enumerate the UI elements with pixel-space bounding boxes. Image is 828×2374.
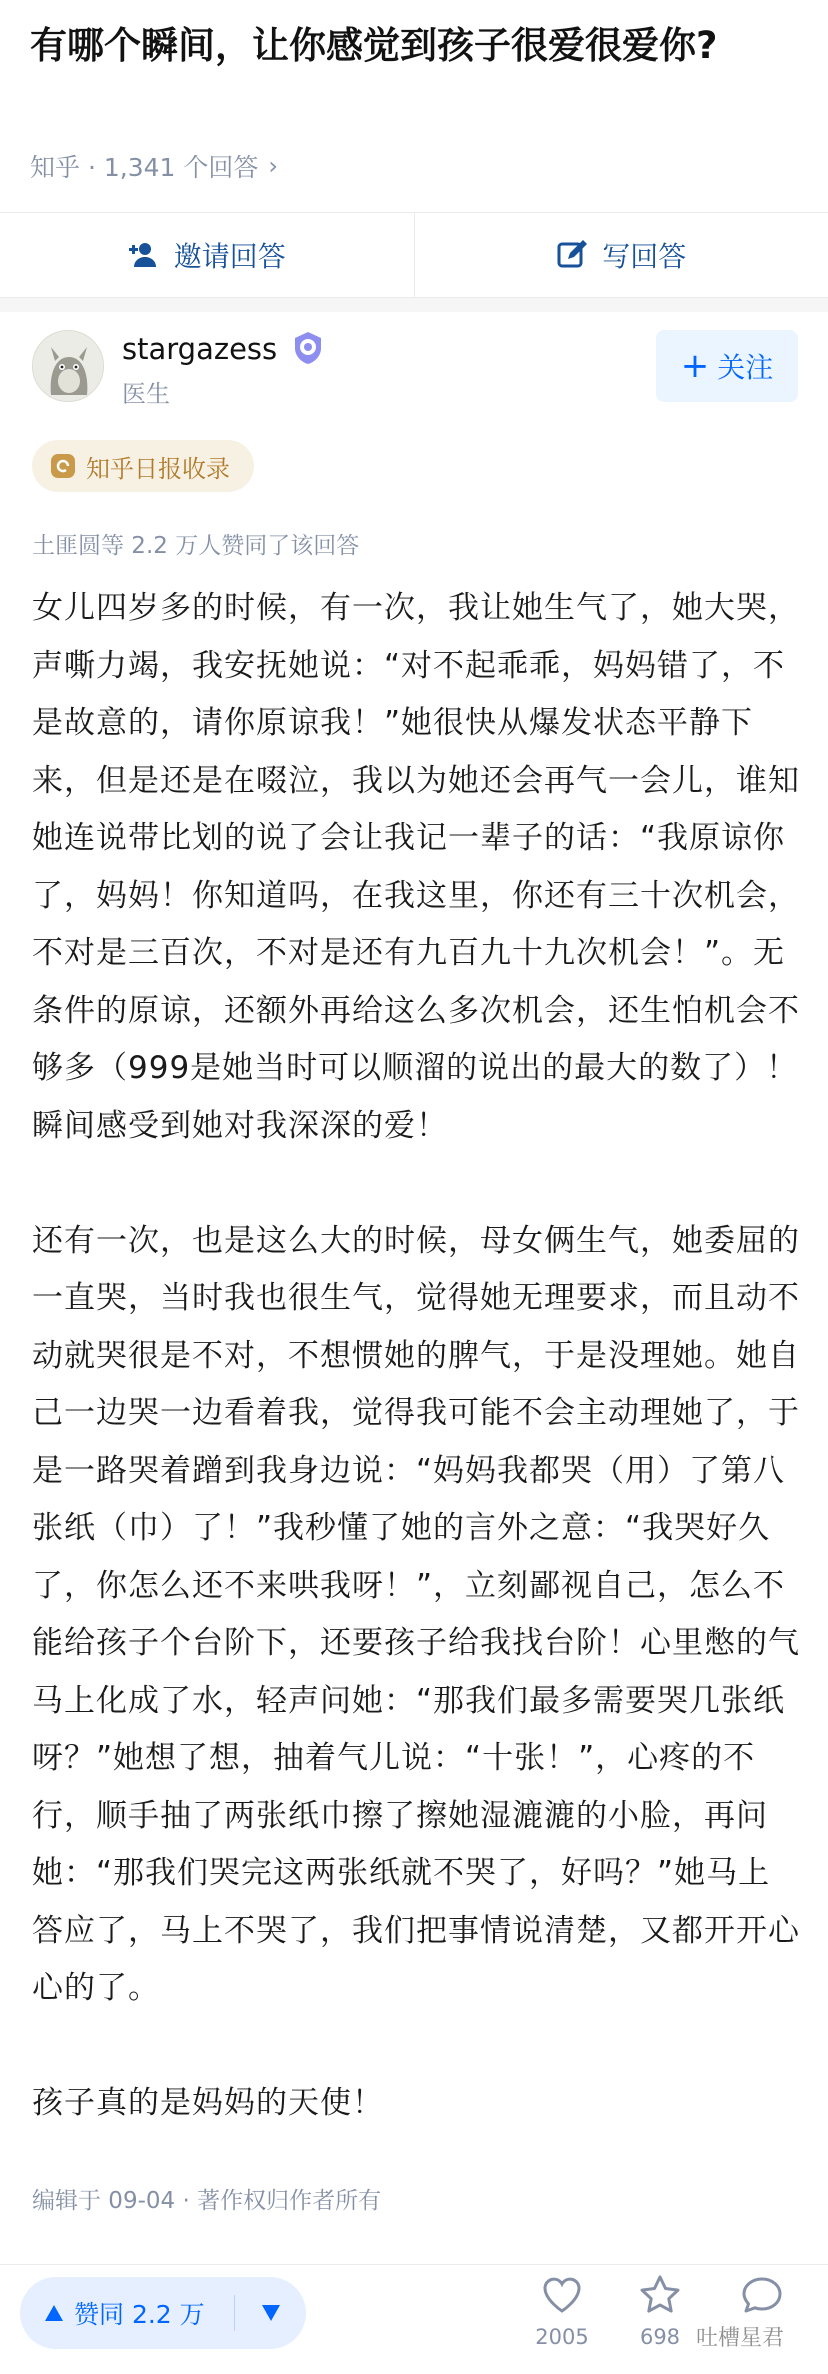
answer-paragraph: 孩子真的是妈妈的天使！ <box>32 2085 384 2121</box>
answer-paragraph: 女儿四岁多的时候，有一次，我让她生气了，她大哭，声嘶力竭，我安抚她说：“对不起乖乖，妈妈错了，不是故意的，请你原谅我！”她很快从爆发状态平静下来，但是还是在啜泣，我以为她还会再气一会儿，谁知她连说带比划的说了会让我记一辈子的话：“我原谅你了，妈妈！你知道吗，在我这里，你还有三十次机会，不对是三百次，不对是还有九百九十九次机会！”。无条件的原谅，还额外再给这么多次机会，还生怕机会不够多（999是她当时可以顺溜的说出的最大的数了）！瞬间感受到她对我深深的爱！ <box>32 590 800 1144</box>
voters-line[interactable]: 土匪圆等 2.2 万人赞同了该回答 <box>32 533 360 559</box>
answer-paragraph: 还有一次，也是这么大的时候，母女俩生气，她委屈的一直哭，当时我也很生气，觉得她无理要求，而且动不动就哭很是不对，不想惯她的脾气，于是没理她。她自己一边哭一边看着我，觉得我可能不会主动理她了，于是一路哭着蹭到我身边说：“妈妈我都哭（用）了第八张纸（巾）了！”我秒懂了她的言外之意：“我哭好久了，你怎么还不来哄我呀！”，立刻鄙视自己，怎么不能给孩子个台阶下，还要孩子给我找台阶！心里憋的气马上化成了水，轻声问她：“那我们最多需要哭几张纸呀？”她想了想，抽着气儿说：“十张！”，心疼的不行，顺手抽了两张纸巾擦了擦她湿漉漉的小脸，再问她：“那我们哭完这两张纸就不哭了，好吗？”她马上答应了，马上不哭了，我们把事情说清楚，又都开开心心的了。 <box>32 1222 800 2006</box>
like-count: 2005 <box>535 2325 589 2349</box>
follow-button[interactable] <box>656 330 798 402</box>
heart-icon <box>540 2273 584 2317</box>
verified-badge-icon <box>290 330 326 366</box>
favorite-button[interactable] <box>620 2273 700 2349</box>
answer-count: 知乎 · 1,341 个回答 <box>30 153 259 182</box>
triangle-up-icon <box>44 2304 64 2322</box>
bottom-action-bar <box>0 2264 828 2374</box>
answer-content <box>32 580 802 2133</box>
zhihu-daily-label: 知乎日报收录 <box>86 454 230 483</box>
avatar[interactable] <box>32 330 104 402</box>
star-icon <box>638 2273 682 2317</box>
author-name[interactable]: stargazess <box>122 332 278 366</box>
vote-up-button[interactable] <box>20 2277 234 2349</box>
author-role: 医生 <box>122 380 170 408</box>
question-title[interactable]: 有哪个瞬间，让你感觉到孩子很爱很爱你? <box>30 24 718 67</box>
triangle-down-icon <box>261 2304 281 2322</box>
vote-down-button[interactable] <box>235 2277 306 2349</box>
add-user-icon <box>128 239 160 271</box>
watermark: 吐槽星君 <box>696 2326 785 2351</box>
write-answer-button[interactable] <box>414 213 828 297</box>
question-meta[interactable] <box>30 148 278 184</box>
write-answer-label: 写回答 <box>602 240 687 273</box>
invite-answer-button[interactable] <box>0 213 414 297</box>
question-action-bar <box>0 212 828 298</box>
vote-up-label: 赞同 2.2 万 <box>74 2300 205 2329</box>
invite-answer-label: 邀请回答 <box>173 240 286 273</box>
plus-icon: + <box>680 346 710 386</box>
edit-meta: 编辑于 09-04 · 著作权归作者所有 <box>32 2188 382 2214</box>
comment-icon <box>740 2273 784 2317</box>
totoro-avatar-icon <box>33 331 104 402</box>
zhihu-daily-tag[interactable] <box>32 440 254 492</box>
like-button[interactable] <box>522 2273 602 2349</box>
edit-icon <box>556 239 588 271</box>
favorite-count: 698 <box>639 2325 681 2349</box>
author-row <box>32 330 798 410</box>
chevron-right-icon: › <box>268 152 278 180</box>
follow-label: 关注 <box>717 351 774 384</box>
comment-button[interactable] <box>722 2273 802 2317</box>
vote-group <box>20 2277 306 2349</box>
section-divider <box>0 298 828 312</box>
zhihu-daily-icon <box>50 453 76 479</box>
